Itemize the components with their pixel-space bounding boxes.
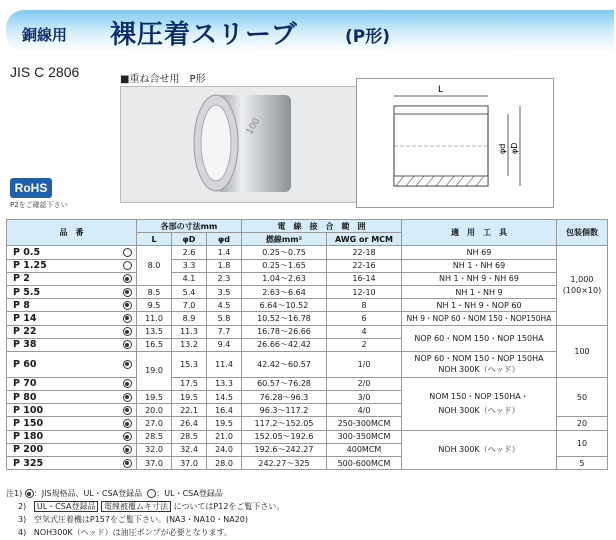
awg-range: 4/0	[327, 404, 402, 417]
awg-range: 12-10	[327, 285, 402, 298]
part-number: P 180	[7, 430, 119, 443]
mark-cell	[118, 351, 137, 377]
bottom-wall	[394, 176, 488, 186]
tool: NOM 150・NOP 150HA・ NOH 300K（ヘッド）	[402, 377, 557, 430]
mark-cell	[118, 391, 137, 404]
awg-range: 300-350MCM	[327, 430, 402, 443]
dim-L: 11.0	[137, 312, 172, 325]
strand-range: 0.25～1.65	[242, 259, 327, 272]
dim-L: 37.0	[137, 457, 172, 470]
part-number: P 150	[7, 417, 119, 430]
inner-dim-label: φd	[498, 143, 507, 154]
part-number: P 2	[7, 272, 119, 285]
jis-mark-icon	[25, 489, 34, 498]
dim-d: 9.4	[207, 338, 242, 351]
strand-range: 60.57～76.28	[242, 377, 327, 390]
dim-D: 22.1	[172, 404, 207, 417]
dim-D: 3.3	[172, 259, 207, 272]
sleeve-illustration	[121, 87, 356, 202]
part-number: P 1.25	[7, 259, 119, 272]
dim-D: 32.4	[172, 443, 207, 456]
dim-d: 13.3	[207, 377, 242, 390]
mark-cell	[118, 430, 137, 443]
awg-range: 4	[327, 325, 402, 338]
pack-qty: 5	[557, 457, 608, 470]
awg-range: 3/0	[327, 391, 402, 404]
awg-range: 22-18	[327, 246, 402, 259]
mark-cell	[118, 325, 137, 338]
tool: NH 9・NOP 60・NOM 150・NOP150HA	[402, 312, 557, 325]
pack-qty: 100	[557, 325, 608, 377]
note-2-text: についてはP12をご覧下さい。	[173, 502, 285, 511]
dim-L: 9.5	[137, 299, 172, 312]
mark-cell	[118, 285, 137, 298]
jis-mark-icon	[123, 314, 132, 323]
pack-qty: 10	[557, 430, 608, 456]
ul-csa-mark-icon	[123, 248, 132, 257]
dim-L: 28.5	[137, 430, 172, 443]
table-row	[7, 299, 608, 312]
strand-range: 6.64～10.52	[242, 299, 327, 312]
jis-mark-icon	[123, 432, 132, 441]
part-number: P 5.5	[7, 285, 119, 298]
jis-mark-icon	[123, 445, 132, 454]
dim-D: 8.9	[172, 312, 207, 325]
strand-range: 16.78～26.66	[242, 325, 327, 338]
header-bar	[6, 10, 614, 52]
jis-mark-icon	[123, 327, 132, 336]
table-row	[7, 325, 608, 338]
dim-d: 16.4	[207, 404, 242, 417]
part-number: P 60	[7, 351, 119, 377]
mark-cell	[118, 246, 137, 259]
awg-range: 500-600MCM	[327, 457, 402, 470]
dim-D: 5.4	[172, 285, 207, 298]
rohs-mark	[10, 178, 68, 210]
strand-range: 1.04～2.63	[242, 272, 327, 285]
jis-mark-icon	[123, 406, 132, 415]
header-strand: 撚線mm²	[242, 233, 327, 246]
dim-d: 7.7	[207, 325, 242, 338]
dim-d: 11.4	[207, 351, 242, 377]
note-3-text: 空気式圧着機はP157をご覧下さい。(NA3・NA10・NA20)	[33, 515, 249, 524]
tool: NH 69	[402, 246, 557, 259]
awg-range: 16-14	[327, 272, 402, 285]
part-number: P 80	[7, 391, 119, 404]
dim-D: 13.2	[172, 338, 207, 351]
jis-mark-icon	[123, 459, 132, 468]
awg-range: 8	[327, 299, 402, 312]
jis-mark-icon	[123, 379, 132, 388]
dim-L: 13.5	[137, 325, 172, 338]
dim-L: 8.0	[137, 246, 172, 286]
note-1-filled: ：JIS規格品、UL・CSA登録品	[33, 489, 143, 498]
mark-cell	[118, 272, 137, 285]
dim-d: 1.8	[207, 259, 242, 272]
dim-D: 11.3	[172, 325, 207, 338]
table-row	[7, 259, 608, 272]
part-number: P 0.5	[7, 246, 119, 259]
drawing-frame	[357, 79, 554, 208]
part-number: P 100	[7, 404, 119, 417]
strand-range: 192.6～242.27	[242, 443, 327, 456]
strand-range: 96.3～117.2	[242, 404, 327, 417]
rohs-badge: RoHS	[10, 178, 52, 198]
dim-d: 5.8	[207, 312, 242, 325]
jis-mark-icon	[123, 393, 132, 402]
mark-cell	[118, 312, 137, 325]
table-row	[7, 285, 608, 298]
header-pack: 包装個数	[557, 220, 608, 246]
jis-mark-icon	[123, 419, 132, 428]
mark-cell	[118, 338, 137, 351]
part-number: P 200	[7, 443, 119, 456]
pack-qty: 1,000 (100×10)	[557, 246, 608, 325]
dim-D: 15.3	[172, 351, 207, 377]
mark-cell	[118, 417, 137, 430]
ul-csa-mark-icon	[147, 489, 156, 498]
dim-D: 37.0	[172, 457, 207, 470]
part-number: P 14	[7, 312, 119, 325]
strand-range: 152.05～192.6	[242, 430, 327, 443]
awg-range: 22-16	[327, 259, 402, 272]
page-title: 裸圧着スリーブ	[110, 20, 298, 50]
dim-d: 14.5	[207, 391, 242, 404]
sleeve-stamp: 100	[244, 116, 263, 137]
awg-range: 6	[327, 312, 402, 325]
strand-range: 2.63～6.64	[242, 285, 327, 298]
note-4-prefix: 4)	[18, 528, 27, 537]
dim-d: 24.0	[207, 443, 242, 456]
note-2	[6, 500, 284, 513]
dim-L: 19.0	[137, 351, 172, 390]
mark-cell	[118, 299, 137, 312]
strand-range: 10.52～16.78	[242, 312, 327, 325]
awg-range: 400MCM	[327, 443, 402, 456]
note-2-box2: 電線被覆ムキ寸法	[101, 501, 171, 512]
mark-cell	[118, 404, 137, 417]
part-number: P 325	[7, 457, 119, 470]
strand-range: 76.28～96.3	[242, 391, 327, 404]
spec-table	[6, 219, 608, 470]
awg-range: 2	[327, 338, 402, 351]
tool: NOP 60・NOM 150・NOP 150HA NOH 300K（ヘッド）	[402, 351, 557, 377]
note-1	[6, 487, 284, 500]
standard-label: JIS C 2806	[10, 64, 80, 80]
note-1-prefix: 注1)	[6, 489, 23, 498]
jis-mark-icon	[123, 301, 132, 310]
category-label: 銅線用	[22, 26, 68, 44]
awg-range: 1/0	[327, 351, 402, 377]
dim-d: 4.5	[207, 299, 242, 312]
dim-d: 19.5	[207, 417, 242, 430]
part-number: P 8	[7, 299, 119, 312]
tool: NH 1・NH 9	[402, 285, 557, 298]
length-label: L	[438, 85, 444, 95]
strand-range: 0.25～0.75	[242, 246, 327, 259]
sleeve-hole	[201, 105, 231, 181]
top-wall	[394, 106, 488, 114]
awg-range: 250-300MCM	[327, 417, 402, 430]
dim-L: 19.5	[137, 391, 172, 404]
strand-range: 242.27～325	[242, 457, 327, 470]
dim-D: 28.5	[172, 430, 207, 443]
jis-mark-icon	[123, 288, 132, 297]
dim-L: 32.0	[137, 443, 172, 456]
header-awg: AWG or MCM	[327, 233, 402, 246]
jis-mark-icon	[123, 340, 132, 349]
mark-cell	[118, 259, 137, 272]
strand-range: 117.2～152.05	[242, 417, 327, 430]
note-2-prefix: 2)	[18, 502, 27, 511]
header-tool: 適 用 工 具	[402, 220, 557, 246]
dim-d: 1.4	[207, 246, 242, 259]
dim-L: 8.5	[137, 285, 172, 298]
jis-mark-icon	[123, 274, 132, 283]
jis-mark-icon	[123, 360, 132, 369]
dim-d: 28.0	[207, 457, 242, 470]
tool: NH 1・NH 9・NOP 60	[402, 299, 557, 312]
dim-L: 16.5	[137, 338, 172, 351]
tool: NH 1・NH 69	[402, 259, 557, 272]
product-photo	[120, 86, 357, 203]
page-header	[0, 0, 616, 62]
strand-range: 42.42～60.57	[242, 351, 327, 377]
photo-caption: ■重ね合せ用 P形	[120, 74, 206, 85]
dim-L: 20.0	[137, 404, 172, 417]
table-row	[7, 272, 608, 285]
table-row	[7, 312, 608, 325]
type-label: (P形)	[345, 27, 390, 47]
header-wire-range: 電 線 接 合 範 囲	[242, 220, 402, 233]
dim-D: 19.5	[172, 391, 207, 404]
pack-qty: 50	[557, 377, 608, 417]
part-number: P 70	[7, 377, 119, 390]
header-D: φD	[172, 233, 207, 246]
note-2-box1: UL・CSA登録品	[34, 501, 99, 512]
footnotes	[6, 487, 284, 539]
dim-D: 4.1	[172, 272, 207, 285]
dim-D: 17.5	[172, 377, 207, 390]
note-4-text: NOH300K（ヘッド）は油圧ポンプが必要となります。	[33, 528, 233, 537]
header-part-no: 品 番	[7, 220, 137, 246]
tool: NH 1・NH 9・NH 69	[402, 272, 557, 285]
note-4	[6, 526, 284, 539]
mark-cell	[118, 457, 137, 470]
header-d: φd	[207, 233, 242, 246]
awg-range: 2/0	[327, 377, 402, 390]
tool: NOH 300K（ヘッド）	[402, 430, 557, 470]
note-3-prefix: 3)	[18, 515, 27, 524]
part-number: P 38	[7, 338, 119, 351]
table-row	[7, 430, 608, 443]
header-dimensions: 各部の寸法mm	[137, 220, 242, 233]
pack-qty: 20	[557, 417, 608, 430]
dim-L: 27.0	[137, 417, 172, 430]
mark-cell	[118, 443, 137, 456]
note-1-open: ：UL・CSA登録品	[156, 489, 223, 498]
ul-csa-mark-icon	[123, 261, 132, 270]
outer-dim-label: φD	[510, 142, 519, 154]
dim-D: 7.0	[172, 299, 207, 312]
dimension-drawing	[356, 78, 554, 208]
dim-d: 3.5	[207, 285, 242, 298]
table-row	[7, 246, 608, 259]
dim-D: 2.6	[172, 246, 207, 259]
part-number: P 22	[7, 325, 119, 338]
note-3	[6, 513, 284, 526]
tool: NOP 60・NOM 150・NOP 150HA	[402, 325, 557, 351]
rohs-note: P2をご確認下さい	[10, 201, 68, 209]
strand-range: 26.66～42.42	[242, 338, 327, 351]
dim-d: 2.3	[207, 272, 242, 285]
table-row	[7, 377, 608, 390]
header-L: L	[137, 233, 172, 246]
mark-cell	[118, 377, 137, 390]
table-row	[7, 351, 608, 377]
dim-d: 21.0	[207, 430, 242, 443]
dim-D: 26.4	[172, 417, 207, 430]
